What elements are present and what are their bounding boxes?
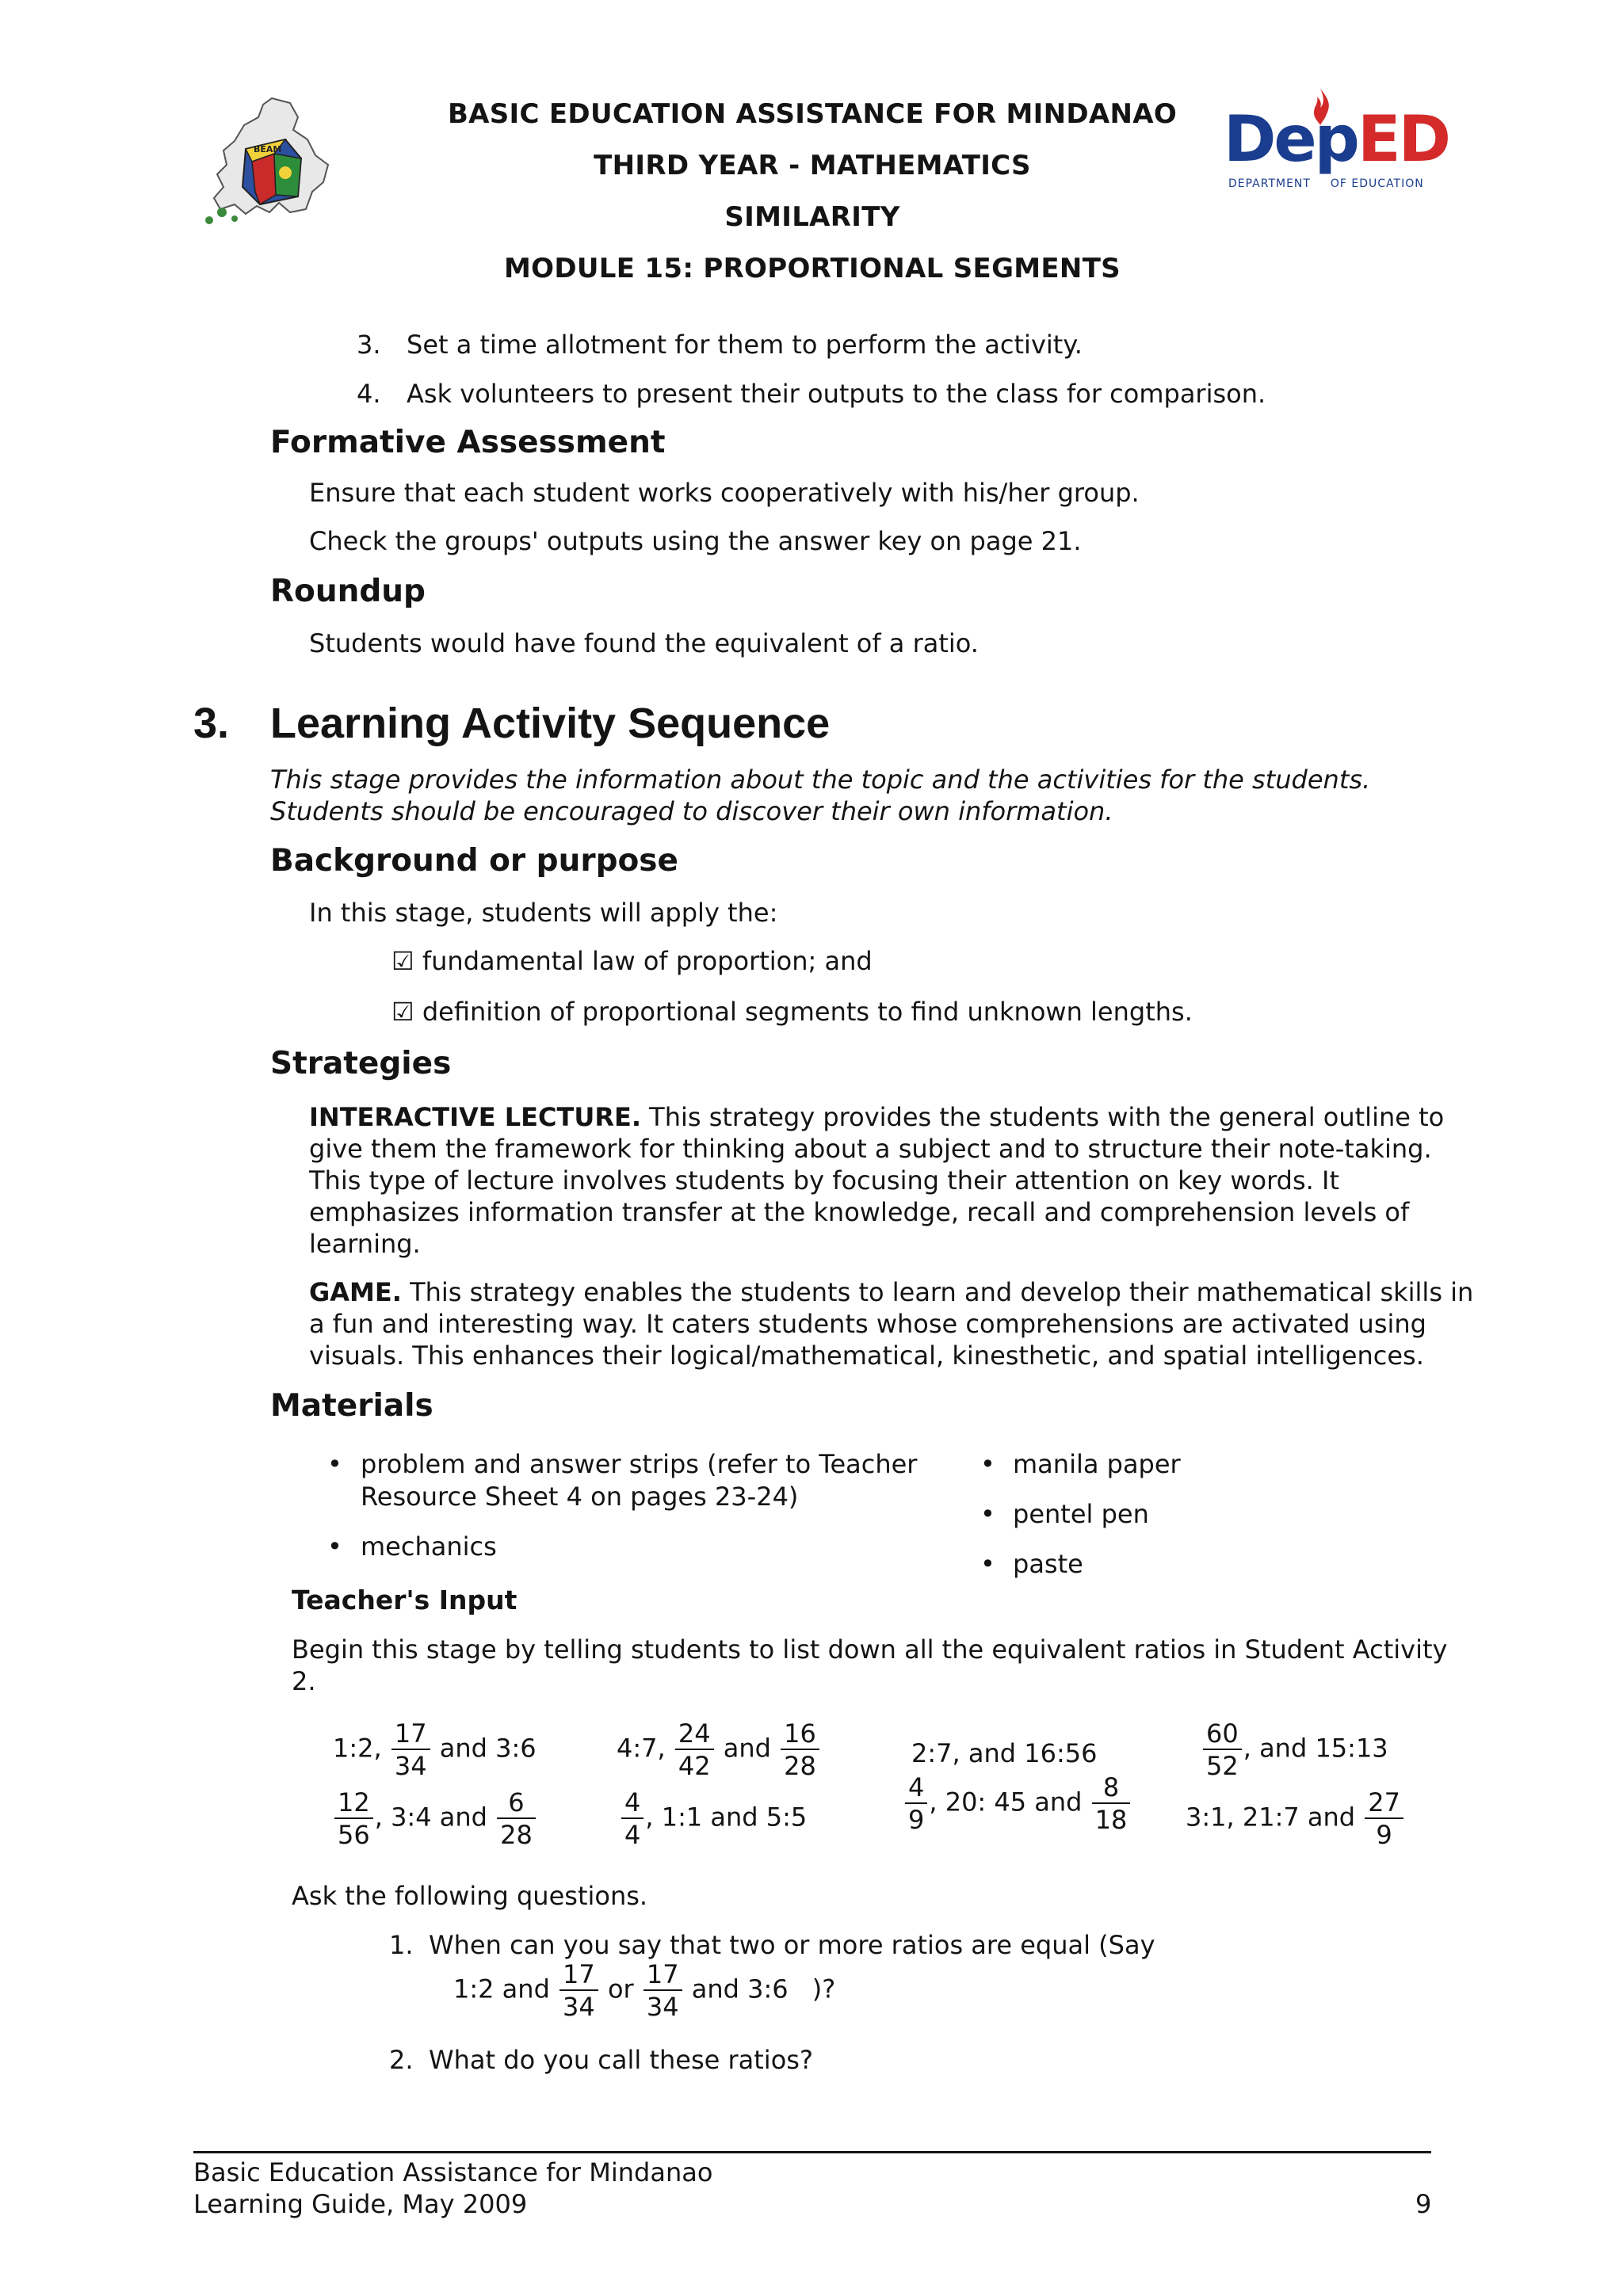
fraction [497, 1787, 536, 1850]
formative-heading: Formative Assessment [270, 425, 666, 460]
roundup-p1: Students would have found the equivalent of a ratio. [309, 628, 979, 658]
fraction-numerator: 4 [621, 1790, 643, 1819]
fraction-denominator: 9 [908, 1805, 925, 1835]
materials-item-1a: problem and answer strips (refer to Teacher [361, 1449, 918, 1479]
ratio-text: , 20: 45 and [929, 1787, 1083, 1817]
fraction [559, 1959, 598, 2022]
bullet-icon: • [327, 1531, 342, 1562]
deped-sub-a: DEPARTMENT [1228, 177, 1311, 190]
footer-line-2: Learning Guide, May 2009 [193, 2189, 528, 2219]
teachers-input-p1a: Begin this stage by telling students to list down all the equivalent ratios in Student Activity [292, 1634, 1448, 1665]
ratio-text: , 1:1 and 5:5 [645, 1802, 808, 1833]
page-number: 9 [1415, 2189, 1432, 2219]
ratio-text: , 3:4 and [374, 1802, 487, 1833]
lecture-line-2: give them the framework for thinking about a subject and to structure their note-taking. [309, 1134, 1432, 1164]
formative-p2: Check the groups' outputs using the answer key on page 21. [309, 526, 1082, 556]
deped-sub-b: OF EDUCATION [1330, 177, 1424, 190]
fraction-denominator: 42 [678, 1751, 711, 1781]
ratio-text: 1:2 and [453, 1974, 550, 2004]
question-1-number: 1. [389, 1930, 414, 1960]
section-3-title: Learning Activity Sequence [270, 700, 831, 747]
materials-item-4: pentel pen [1013, 1499, 1149, 1529]
fraction-numerator: 4 [905, 1775, 927, 1804]
fraction-denominator: 9 [1376, 1820, 1392, 1850]
game-line-1-text: This strategy enables the students to learn and develop their mathematical skills in [401, 1277, 1474, 1307]
fraction-denominator: 34 [394, 1751, 427, 1781]
game-label: GAME. [309, 1277, 402, 1307]
ratio-text: and [723, 1733, 771, 1764]
fraction-denominator: 18 [1094, 1805, 1128, 1835]
fraction-denominator: 56 [338, 1820, 370, 1850]
fraction-numerator: 27 [1365, 1790, 1403, 1819]
materials-heading: Materials [270, 1388, 433, 1424]
header-line-2: THIRD YEAR - MATHEMATICS [594, 150, 1031, 181]
fraction [334, 1787, 373, 1850]
fraction-numerator: 17 [559, 1962, 598, 1991]
top-list-item-4: Ask volunteers to present their outputs to the class for comparison. [407, 379, 1266, 409]
fraction-numerator: 60 [1203, 1721, 1242, 1750]
ratio-text: )? [812, 1974, 836, 2004]
section-3-number: 3. [193, 700, 230, 747]
game-line-3: visuals. This enhances their logical/mathematical, kinesthetic, and spatial intelligences. [309, 1341, 1424, 1371]
ratio-text: 1:2, [333, 1733, 382, 1764]
background-heading: Background or purpose [270, 843, 678, 879]
question-1-line-2 [453, 1959, 836, 2022]
ratio-text: 4:7, [617, 1733, 666, 1764]
section-3-intro-2: Students should be encouraged to discover their own information. [270, 796, 1113, 826]
header-line-1: BASIC EDUCATION ASSISTANCE FOR MINDANAO [447, 98, 1178, 130]
roundup-heading: Roundup [270, 574, 426, 609]
ratio-text: 3:1, 21:7 and [1186, 1802, 1356, 1833]
top-list-num-4: 4. [357, 379, 381, 409]
ratio-group-2-line-2 [620, 1787, 808, 1850]
top-list-num-3: 3. [357, 330, 381, 360]
materials-item-3: manila paper [1013, 1449, 1181, 1479]
fraction [1203, 1718, 1242, 1781]
header-line-3: SIMILARITY [724, 201, 900, 233]
fraction [781, 1718, 819, 1781]
ratio-group-2-line-1 [617, 1718, 821, 1781]
fraction-denominator: 52 [1206, 1751, 1239, 1781]
materials-item-problem-strips [327, 1448, 945, 1513]
ask-questions-intro: Ask the following questions. [292, 1881, 648, 1911]
materials-item-1b: Resource Sheet 4 on pages 23-24) [361, 1482, 799, 1512]
game-line-1 [309, 1276, 1473, 1308]
deped-ed-text: ED [1357, 102, 1449, 176]
deped-dep-text: Dep [1224, 102, 1358, 176]
question-2-number: 2. [389, 2045, 414, 2075]
bullet-icon: • [327, 1449, 342, 1479]
fraction-denominator: 28 [500, 1820, 533, 1850]
checkbox-checked-icon: ☑ [391, 997, 414, 1027]
materials-item-manila [980, 1448, 1181, 1481]
materials-item-paste [980, 1548, 1083, 1581]
lecture-line-1 [309, 1101, 1444, 1133]
top-list-item-3: Set a time allotment for them to perform the activity. [407, 330, 1083, 360]
fraction-numerator: 6 [497, 1790, 536, 1819]
ratio-group-4-line-1 [1201, 1718, 1388, 1781]
svg-text:BEAM: BEAM [254, 144, 282, 154]
fraction-numerator: 16 [781, 1721, 819, 1750]
background-item-1 [391, 945, 873, 977]
fraction [1365, 1787, 1403, 1850]
lecture-line-5: learning. [309, 1229, 421, 1259]
deped-logo [1212, 87, 1450, 214]
beam-logo [197, 93, 339, 228]
lecture-line-4: emphasizes information transfer at the knowledge, recall and comprehension levels of [309, 1197, 1410, 1227]
materials-item-pentel [980, 1498, 1149, 1531]
section-3-intro-1: This stage provides the information about the topic and the activities for the students. [270, 765, 1371, 795]
fraction-numerator: 24 [675, 1721, 714, 1750]
lecture-line-1-text: This strategy provides the students with the general outline to [640, 1102, 1445, 1132]
ratio-group-1-line-1 [333, 1718, 537, 1781]
fraction-numerator: 8 [1092, 1775, 1131, 1804]
ratio-group-3-line-1: 2:7, and 16:56 [911, 1738, 1098, 1768]
ratio-group-1-line-2 [333, 1787, 537, 1850]
header-line-4: MODULE 15: PROPORTIONAL SEGMENTS [504, 253, 1121, 284]
fraction [905, 1772, 927, 1835]
ratio-text: and 3:6 [691, 1974, 789, 2004]
fraction [621, 1787, 643, 1850]
fraction [675, 1718, 714, 1781]
fraction-denominator: 34 [646, 1992, 679, 2022]
fraction-numerator: 17 [643, 1962, 682, 1991]
ratio-group-3-line-2 [903, 1772, 1132, 1835]
background-intro: In this stage, students will apply the: [309, 898, 778, 928]
checkbox-checked-icon: ☑ [391, 946, 414, 976]
teachers-input-heading: Teacher's Input [292, 1585, 517, 1615]
question-1-text: When can you say that two or more ratios are equal (Say [429, 1930, 1155, 1960]
materials-item-2: mechanics [361, 1531, 497, 1562]
question-2-text: What do you call these ratios? [429, 2045, 813, 2075]
bullet-icon: • [980, 1549, 995, 1579]
fraction-numerator: 17 [391, 1721, 430, 1750]
background-item-2 [391, 996, 1193, 1028]
fraction-denominator: 28 [784, 1751, 816, 1781]
lecture-label: INTERACTIVE LECTURE. [309, 1102, 641, 1132]
fraction-denominator: 4 [624, 1820, 641, 1850]
ratio-text: or [607, 1974, 634, 2004]
footer-divider [193, 2151, 1431, 2153]
background-item-2-text: definition of proportional segments to find unknown lengths. [422, 997, 1193, 1027]
teachers-input-p1b: 2. [292, 1666, 316, 1696]
materials-item-5: paste [1013, 1549, 1083, 1579]
lecture-line-3: This type of lecture involves students by focusing their attention on key words. It [309, 1165, 1339, 1196]
fraction-numerator: 12 [334, 1790, 373, 1819]
ratio-text: , and 15:13 [1243, 1733, 1388, 1764]
ratio-group-4-line-2 [1186, 1787, 1405, 1850]
materials-item-mechanics [327, 1531, 497, 1563]
background-item-1-text: fundamental law of proportion; and [422, 946, 873, 976]
footer-line-1: Basic Education Assistance for Mindanao [193, 2157, 713, 2187]
ratio-text: and 3:6 [439, 1733, 537, 1764]
strategies-heading: Strategies [270, 1046, 452, 1081]
bullet-icon: • [980, 1499, 995, 1529]
formative-p1: Ensure that each student works cooperatively with his/her group. [309, 478, 1140, 508]
fraction [391, 1718, 430, 1781]
fraction [643, 1959, 682, 2022]
fraction [1092, 1772, 1131, 1835]
fraction-denominator: 34 [563, 1992, 595, 2022]
game-line-2: a fun and interesting way. It caters students whose comprehensions are activated using [309, 1309, 1426, 1339]
bullet-icon: • [980, 1449, 995, 1479]
